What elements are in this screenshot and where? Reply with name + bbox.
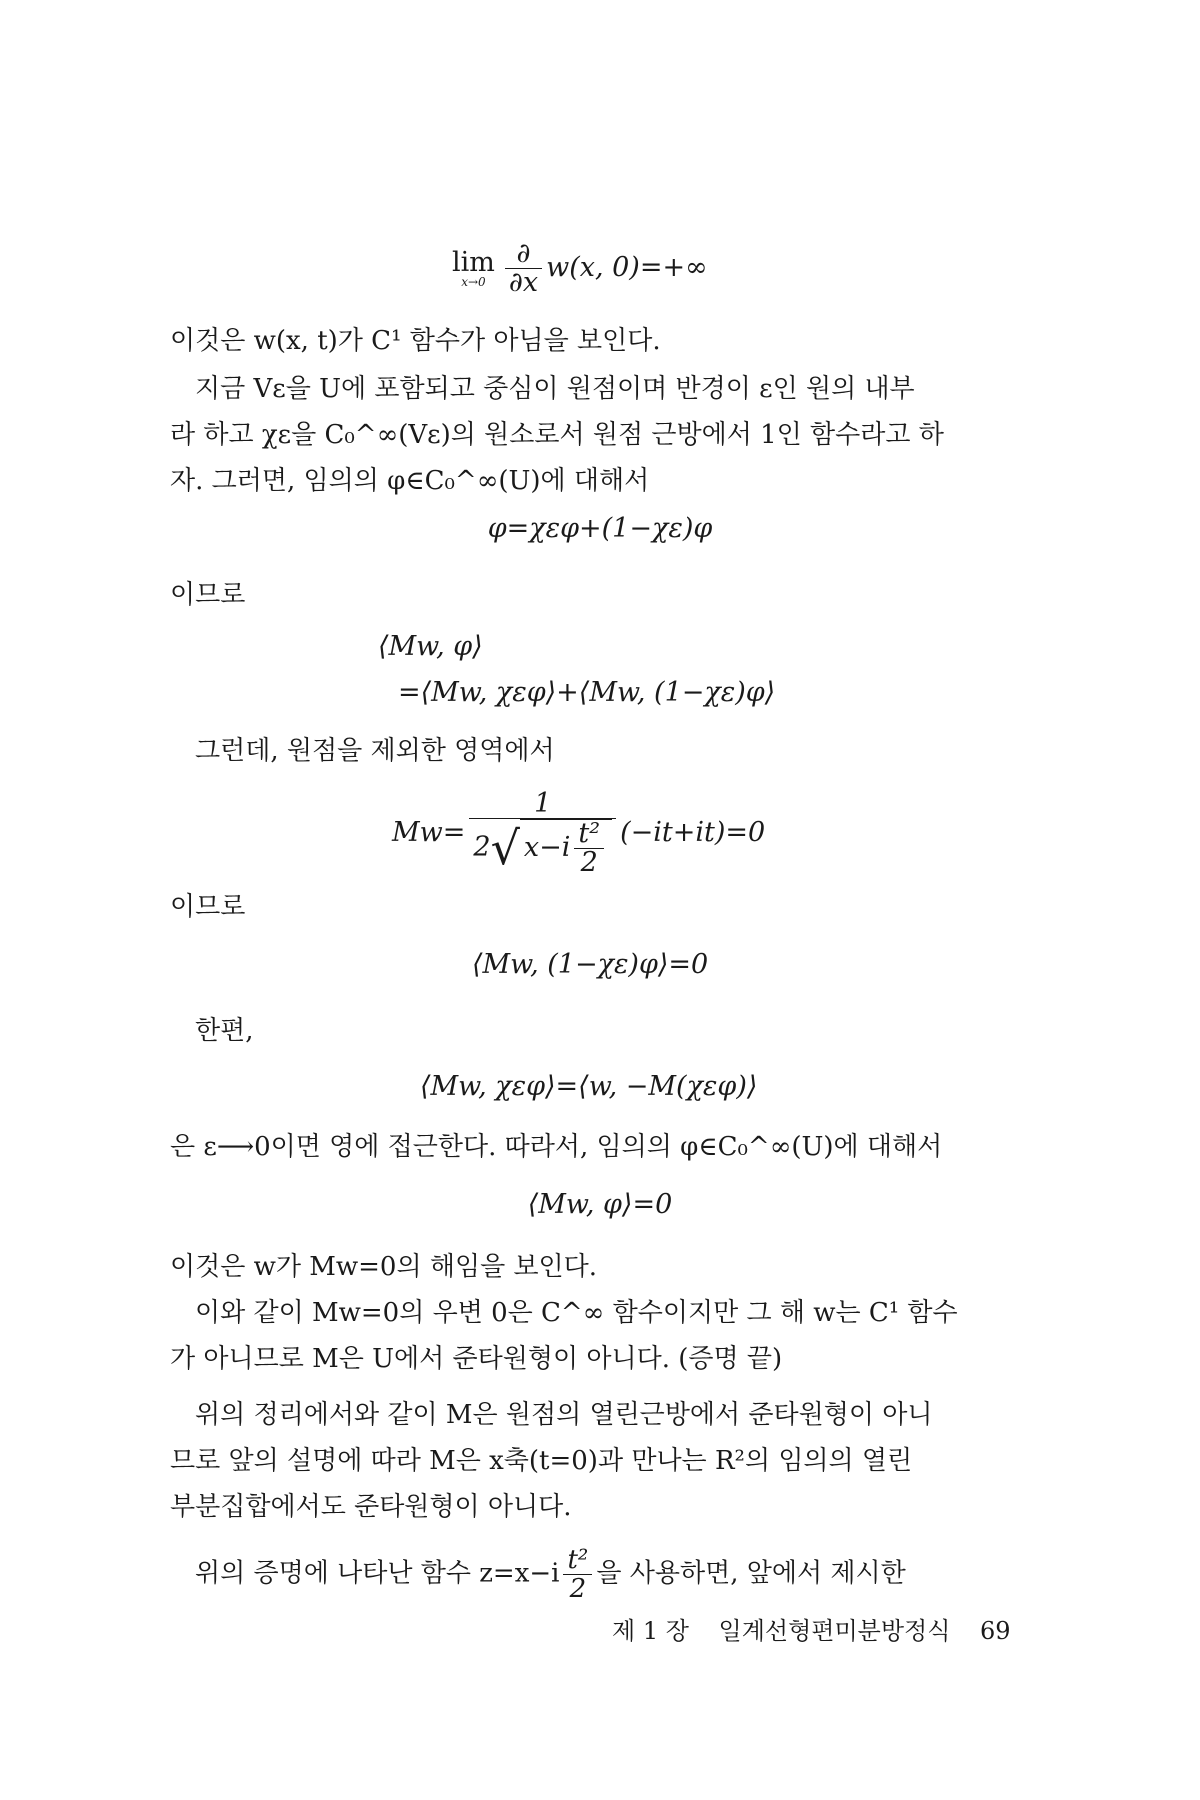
text-line-14: 므로 앞의 설명에 따라 M은 x축(t=0)과 만나는 R²의 임의의 열린 xyxy=(170,1446,913,1476)
equation-adjoint: ⟨Mw, χεφ⟩=⟨w, −M(χεφ)⟩ xyxy=(420,1071,758,1102)
text-line-4: 자. 그러면, 임의의 φ∈C₀^∞(U)에 대해서 xyxy=(170,466,650,496)
text-line-2: 지금 Vε을 U에 포함되고 중심이 원점이며 반경이 ε인 원의 내부 xyxy=(195,374,915,404)
equation-pairing-lhs: ⟨Mw, φ⟩ xyxy=(378,631,483,662)
text-line-3: 라 하고 χε을 C₀^∞(Vε)의 원소로서 원점 근방에서 1인 함수라고 하 xyxy=(170,420,944,450)
text-line-16: 위의 증명에 나타난 함수 z=x−i $\frac{\text{t²}}{2}$ 을 사용하면, 앞에서 제시한 xyxy=(195,1545,906,1604)
text-line-6: 그런데, 원점을 제외한 영역에서 xyxy=(195,736,555,766)
text-line-11: 이와 같이 Mw=0의 우변 0은 C^∞ 함수이지만 그 해 w는 C¹ 함수 xyxy=(195,1298,958,1328)
mw-fraction: 1 2√ x−i $\frac{\text{t²}}{2}$ xyxy=(469,790,616,877)
equation-pairing-rhs: =⟨Mw, χεφ⟩+⟨Mw, (1−χε)φ⟩ xyxy=(398,677,776,708)
equation-limit xyxy=(452,240,708,297)
text-line-12: 가 아니므로 M은 U에서 준타원형이 아니다. (증명 끝) xyxy=(170,1344,783,1374)
text-line-15: 부분집합에서도 준타원형이 아니다. xyxy=(170,1492,572,1522)
partial-fraction: $\frac{\partial}{\partial x}$ xyxy=(505,240,542,297)
footer-title: 일계선형편미분방정식 xyxy=(718,1617,951,1645)
footer-chapter: 제 1 장 xyxy=(612,1617,689,1645)
text-line-1: 이것은 w(x, t)가 C¹ 함수가 아님을 보인다. xyxy=(170,326,661,356)
text-line-5: 이므로 xyxy=(170,580,246,610)
text-line-10: 이것은 w가 Mw=0의 해임을 보인다. xyxy=(170,1252,598,1282)
equation-mw: Mw= 1 2√ x−i $\frac{\text{t²}}{2}$ (−it+it)=0 xyxy=(392,788,766,878)
equation-phi-split: φ=χεφ+(1−χε)φ xyxy=(487,513,713,544)
text-line-8: 한편, xyxy=(195,1016,254,1046)
equation-mw-zero: ⟨Mw, φ⟩=0 xyxy=(527,1189,673,1220)
lim-subscript: x→0 xyxy=(461,274,486,289)
page-footer xyxy=(612,1616,1032,1646)
t-squared-fraction: $\frac{\text{t²}}{2}$ xyxy=(563,1546,592,1603)
text-line-9: 은 ε⟶0이면 영에 접근한다. 따라서, 임의의 φ∈C₀^∞(U)에 대해서 xyxy=(170,1132,943,1162)
text-line-7: 이므로 xyxy=(170,892,246,922)
equation-zero-part: ⟨Mw, (1−χε)φ⟩=0 xyxy=(472,949,709,980)
limit-rest: w(x, 0)=+∞ xyxy=(546,252,708,283)
lim-operator: lim xyxy=(452,246,495,278)
page-number: 69 xyxy=(980,1617,1011,1645)
text-line-13: 위의 정리에서와 같이 M은 원점의 열린근방에서 준타원형이 아니 xyxy=(195,1400,933,1430)
